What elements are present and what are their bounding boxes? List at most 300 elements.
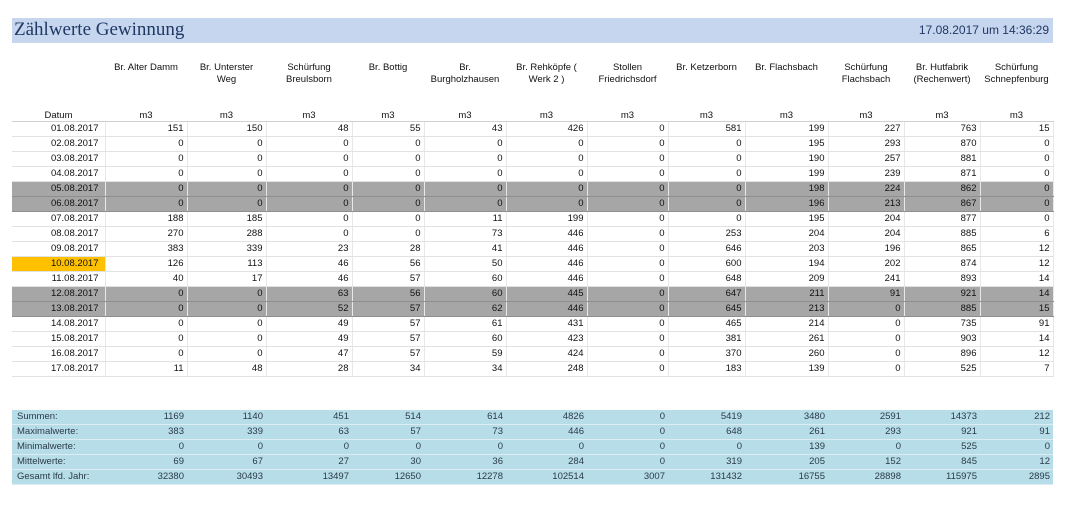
summary-value: 648 [668,425,745,440]
value-cell: 645 [668,302,745,317]
value-cell: 0 [266,167,352,182]
value-cell: 195 [745,212,828,227]
value-cell: 248 [506,362,587,377]
value-cell: 0 [352,167,424,182]
summary-value: 0 [424,440,506,455]
summary-value: 284 [506,455,587,470]
column-header: Schürfung Breulsborn [286,62,332,85]
value-cell: 0 [187,167,266,182]
table-row-weekend [12,287,1053,302]
table-row-weekend [12,197,1053,212]
table-row [12,362,1053,377]
value-cell: 49 [266,332,352,347]
value-cell: 11 [105,362,187,377]
value-cell: 7 [980,362,1053,377]
value-cell: 14 [980,332,1053,347]
value-cell: 40 [105,272,187,287]
value-cell: 241 [828,272,904,287]
value-cell: 253 [668,227,745,242]
value-cell: 57 [352,302,424,317]
value-cell: 431 [506,317,587,332]
value-cell: 56 [352,257,424,272]
value-cell: 46 [266,272,352,287]
value-cell: 139 [745,362,828,377]
value-cell: 60 [424,287,506,302]
value-cell: 63 [266,287,352,302]
column-header: Schürfung Flachsbach [841,62,891,85]
value-cell: 0 [828,332,904,347]
value-cell: 0 [105,302,187,317]
value-cell: 0 [668,182,745,197]
column-header: Stollen Friedrichsdorf [598,62,657,85]
summary-value: 102514 [506,470,587,485]
value-cell: 525 [904,362,980,377]
date-column-header: Datum [12,110,105,122]
value-cell: 0 [105,347,187,362]
value-cell: 0 [187,137,266,152]
value-cell: 0 [424,197,506,212]
value-cell: 0 [187,317,266,332]
unit-label: m3 [424,110,506,122]
value-cell: 49 [266,317,352,332]
value-cell: 196 [745,197,828,212]
value-cell: 0 [266,182,352,197]
value-cell: 59 [424,347,506,362]
summary-value: 383 [105,425,187,440]
value-cell: 0 [980,152,1053,167]
summary-value: 36 [424,455,506,470]
value-cell: 0 [424,182,506,197]
table-row [12,167,1053,182]
value-cell: 50 [424,257,506,272]
value-cell: 293 [828,137,904,152]
value-cell: 446 [506,242,587,257]
value-cell: 0 [587,227,668,242]
unit-label: m3 [668,110,745,122]
summary-value: 212 [980,410,1053,425]
value-cell: 0 [187,152,266,167]
value-cell: 426 [506,122,587,137]
value-cell: 648 [668,272,745,287]
summary-value: 205 [745,455,828,470]
column-header: Br. Alter Damm [114,62,178,73]
unit-label: m3 [187,110,266,122]
value-cell: 0 [187,287,266,302]
value-cell: 0 [668,137,745,152]
summary-value: 14373 [904,410,980,425]
readings-table [12,58,1054,377]
summary-value: 2591 [828,410,904,425]
value-cell: 874 [904,257,980,272]
summary-row [12,410,1053,425]
value-cell: 227 [828,122,904,137]
value-cell: 41 [424,242,506,257]
summary-value: 3480 [745,410,828,425]
date-cell: 08.08.2017 [12,227,105,242]
value-cell: 581 [668,122,745,137]
value-cell: 0 [980,212,1053,227]
value-cell: 47 [266,347,352,362]
table-row [12,137,1053,152]
value-cell: 0 [105,197,187,212]
summary-value: 0 [587,455,668,470]
page-title: Zählwerte Gewinnung [14,19,185,40]
value-cell: 190 [745,152,828,167]
summary-value: 73 [424,425,506,440]
value-cell: 0 [424,167,506,182]
value-cell: 91 [980,317,1053,332]
value-cell: 0 [506,137,587,152]
value-cell: 0 [352,212,424,227]
value-cell: 871 [904,167,980,182]
value-cell: 0 [587,182,668,197]
value-cell: 383 [105,242,187,257]
unit-label: m3 [587,110,668,122]
value-cell: 28 [352,242,424,257]
summary-value: 0 [352,440,424,455]
summary-label: Mittelwerte: [12,455,105,470]
summary-value: 614 [424,410,506,425]
value-cell: 14 [980,287,1053,302]
summary-value: 13497 [266,470,352,485]
value-cell: 213 [828,197,904,212]
value-cell: 57 [352,347,424,362]
value-cell: 0 [352,197,424,212]
value-cell: 0 [266,197,352,212]
value-cell: 55 [352,122,424,137]
value-cell: 0 [352,137,424,152]
value-cell: 0 [506,197,587,212]
value-cell: 0 [668,197,745,212]
summary-value: 91 [980,425,1053,440]
date-cell: 07.08.2017 [12,212,105,227]
unit-row [12,110,1053,122]
value-cell: 195 [745,137,828,152]
value-cell: 0 [828,302,904,317]
column-header-row [12,58,1053,110]
value-cell: 0 [266,227,352,242]
date-cell: 03.08.2017 [12,152,105,167]
summary-value: 0 [668,440,745,455]
value-cell: 126 [105,257,187,272]
value-cell: 893 [904,272,980,287]
column-header: Schürfung Schnepfenburg [984,62,1049,85]
value-cell: 196 [828,242,904,257]
value-cell: 647 [668,287,745,302]
value-cell: 0 [587,212,668,227]
value-cell: 11 [424,212,506,227]
value-cell: 12 [980,347,1053,362]
value-cell: 198 [745,182,828,197]
value-cell: 0 [506,152,587,167]
date-cell: 15.08.2017 [12,332,105,347]
value-cell: 423 [506,332,587,347]
value-cell: 0 [187,332,266,347]
summary-value: 446 [506,425,587,440]
unit-label: m3 [745,110,828,122]
summary-value: 0 [587,440,668,455]
value-cell: 61 [424,317,506,332]
value-cell: 446 [506,272,587,287]
value-cell: 12 [980,242,1053,257]
date-cell: 04.08.2017 [12,167,105,182]
column-header: Br. Rehköpfe ( Werk 2 ) [516,62,577,85]
summary-value: 3007 [587,470,668,485]
value-cell: 199 [506,212,587,227]
summary-value: 69 [105,455,187,470]
table-row [12,257,1053,272]
summary-value: 921 [904,425,980,440]
value-cell: 0 [587,332,668,347]
value-cell: 60 [424,272,506,287]
summary-row [12,470,1053,485]
value-cell: 885 [904,302,980,317]
summary-value: 0 [587,410,668,425]
value-cell: 885 [904,227,980,242]
summary-value: 131432 [668,470,745,485]
value-cell: 0 [587,317,668,332]
value-cell: 0 [668,152,745,167]
summary-value: 319 [668,455,745,470]
value-cell: 204 [745,227,828,242]
summary-value: 0 [587,425,668,440]
value-cell: 877 [904,212,980,227]
value-cell: 48 [266,122,352,137]
value-cell: 194 [745,257,828,272]
unit-label: m3 [105,110,187,122]
unit-label: m3 [266,110,352,122]
value-cell: 600 [668,257,745,272]
value-cell: 0 [105,152,187,167]
value-cell: 34 [424,362,506,377]
value-cell: 199 [745,167,828,182]
value-cell: 0 [352,152,424,167]
value-cell: 735 [904,317,980,332]
value-cell: 0 [352,182,424,197]
value-cell: 43 [424,122,506,137]
summary-value: 28898 [828,470,904,485]
value-cell: 91 [828,287,904,302]
table-row [12,272,1053,287]
value-cell: 0 [587,302,668,317]
value-cell: 57 [352,332,424,347]
value-cell: 34 [352,362,424,377]
value-cell: 0 [587,167,668,182]
value-cell: 0 [105,167,187,182]
value-cell: 0 [266,152,352,167]
summary-value: 845 [904,455,980,470]
table-row-weekend [12,182,1053,197]
summary-value: 0 [980,440,1053,455]
date-cell: 14.08.2017 [12,317,105,332]
date-cell: 06.08.2017 [12,197,105,212]
table-row [12,242,1053,257]
value-cell: 0 [587,347,668,362]
value-cell: 209 [745,272,828,287]
value-cell: 0 [980,137,1053,152]
summary-value: 1169 [105,410,187,425]
date-cell: 05.08.2017 [12,182,105,197]
value-cell: 424 [506,347,587,362]
date-cell: 11.08.2017 [12,272,105,287]
value-cell: 213 [745,302,828,317]
summary-value: 16755 [745,470,828,485]
summary-label: Gesamt lfd. Jahr: [12,470,105,485]
value-cell: 0 [587,257,668,272]
value-cell: 0 [187,347,266,362]
value-cell: 370 [668,347,745,362]
unit-label: m3 [352,110,424,122]
summary-value: 525 [904,440,980,455]
date-cell: 09.08.2017 [12,242,105,257]
value-cell: 62 [424,302,506,317]
value-cell: 862 [904,182,980,197]
value-cell: 199 [745,122,828,137]
value-cell: 46 [266,257,352,272]
value-cell: 0 [980,197,1053,212]
value-cell: 446 [506,227,587,242]
summary-value: 67 [187,455,266,470]
summary-row [12,425,1053,440]
column-header: Br. Unterster Weg [199,62,254,85]
summary-value: 514 [352,410,424,425]
summary-value: 12278 [424,470,506,485]
value-cell: 150 [187,122,266,137]
value-cell: 903 [904,332,980,347]
value-cell: 56 [352,287,424,302]
value-cell: 57 [352,272,424,287]
value-cell: 0 [980,182,1053,197]
value-cell: 6 [980,227,1053,242]
value-cell: 0 [587,137,668,152]
column-header: Br. Ketzerborn [676,62,737,73]
value-cell: 15 [980,122,1053,137]
value-cell: 446 [506,257,587,272]
value-cell: 0 [506,167,587,182]
summary-value: 451 [266,410,352,425]
summary-value: 12650 [352,470,424,485]
value-cell: 763 [904,122,980,137]
value-cell: 15 [980,302,1053,317]
summary-value: 27 [266,455,352,470]
summary-value: 0 [266,440,352,455]
date-cell: 01.08.2017 [12,122,105,137]
summary-value: 293 [828,425,904,440]
value-cell: 260 [745,347,828,362]
value-cell: 12 [980,257,1053,272]
summary-value: 0 [506,440,587,455]
summary-label: Summen: [12,410,105,425]
summary-value: 63 [266,425,352,440]
value-cell: 0 [828,317,904,332]
value-cell: 239 [828,167,904,182]
summary-label: Maximalwerte: [12,425,105,440]
value-cell: 0 [424,137,506,152]
value-cell: 896 [904,347,980,362]
value-cell: 48 [187,362,266,377]
summary-value: 339 [187,425,266,440]
table-row [12,227,1053,242]
value-cell: 465 [668,317,745,332]
unit-label: m3 [904,110,980,122]
value-cell: 646 [668,242,745,257]
value-cell: 52 [266,302,352,317]
value-cell: 224 [828,182,904,197]
value-cell: 14 [980,272,1053,287]
value-cell: 28 [266,362,352,377]
summary-label: Minimalwerte: [12,440,105,455]
summary-value: 115975 [904,470,980,485]
table-row-weekend [12,302,1053,317]
value-cell: 445 [506,287,587,302]
value-cell: 113 [187,257,266,272]
unit-label: m3 [980,110,1053,122]
date-cell: 17.08.2017 [12,362,105,377]
table-row [12,122,1053,137]
value-cell: 188 [105,212,187,227]
date-cell: 16.08.2017 [12,347,105,362]
summary-value: 4826 [506,410,587,425]
value-cell: 0 [424,152,506,167]
value-cell: 202 [828,257,904,272]
value-cell: 23 [266,242,352,257]
value-cell: 73 [424,227,506,242]
value-cell: 0 [187,182,266,197]
column-header: Br. Burgholzhausen [430,62,500,85]
date-cell: 13.08.2017 [12,302,105,317]
value-cell: 0 [587,272,668,287]
value-cell: 921 [904,287,980,302]
value-cell: 60 [424,332,506,347]
value-cell: 17 [187,272,266,287]
date-cell: 12.08.2017 [12,287,105,302]
title-bar [12,18,1053,43]
summary-value: 0 [105,440,187,455]
summary-value: 30 [352,455,424,470]
summary-value: 2895 [980,470,1053,485]
value-cell: 0 [105,182,187,197]
value-cell: 881 [904,152,980,167]
summary-value: 30493 [187,470,266,485]
value-cell: 0 [105,317,187,332]
value-cell: 288 [187,227,266,242]
summary-value: 5419 [668,410,745,425]
summary-value: 57 [352,425,424,440]
date-cell: 02.08.2017 [12,137,105,152]
column-header: Br. Bottig [368,62,408,73]
value-cell: 0 [828,362,904,377]
table-row [12,317,1053,332]
table-row [12,347,1053,362]
column-header: Br. Hutfabrik (Rechenwert) [913,62,971,85]
summary-table [12,410,1053,485]
value-cell: 339 [187,242,266,257]
value-cell: 446 [506,302,587,317]
column-header: Br. Flachsbach [755,62,818,73]
value-cell: 204 [828,212,904,227]
value-cell: 0 [266,212,352,227]
value-cell: 270 [105,227,187,242]
value-cell: 0 [980,167,1053,182]
value-cell: 57 [352,317,424,332]
value-cell: 0 [506,182,587,197]
summary-value: 0 [187,440,266,455]
value-cell: 151 [105,122,187,137]
value-cell: 0 [105,287,187,302]
table-row [12,332,1053,347]
value-cell: 0 [105,137,187,152]
value-cell: 0 [587,122,668,137]
